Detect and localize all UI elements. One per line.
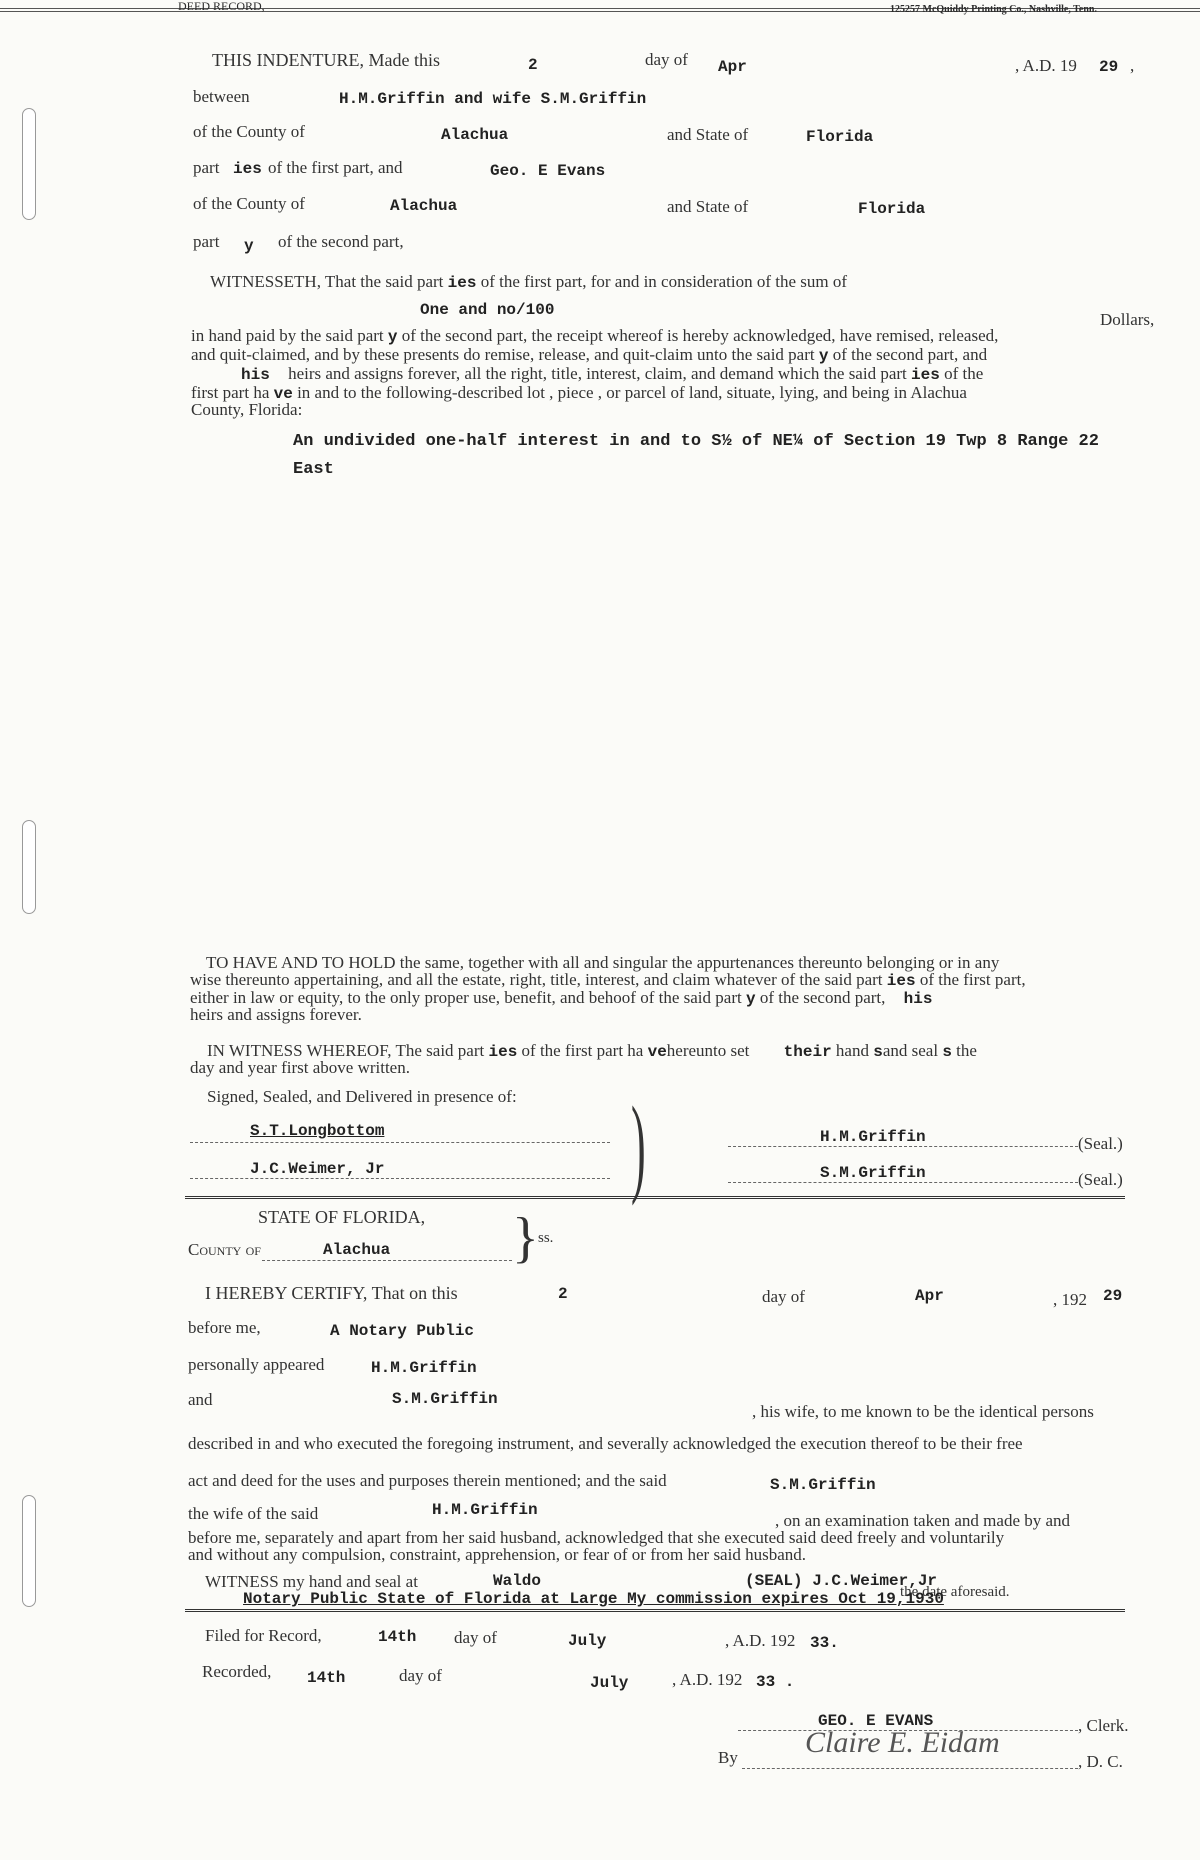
ack-county: Alachua (323, 1241, 391, 1259)
ack-day: 2 (558, 1285, 568, 1303)
between-label: between (193, 87, 250, 106)
state-label-1: and State of (667, 125, 749, 144)
filed-day: 14th (378, 1628, 417, 1646)
recorded-day-of: day of (399, 1666, 442, 1685)
ack-divider (185, 1609, 1125, 1612)
ack-para2-name: S.M.Griffin (770, 1476, 876, 1494)
county-label-2: of the County of (193, 194, 305, 213)
habendum-line2: wise thereunto appertaining, and all the estate, right, title, interest, and claim whatever of the said part ies of the first part, (190, 970, 1026, 990)
witness1-line (190, 1142, 610, 1143)
dollars-label: Dollars, (1100, 310, 1155, 329)
ack-para5: and without any compulsion, constraint, apprehension, or fear of or from her said husband. (188, 1545, 806, 1564)
ack-year: 29 (1103, 1287, 1123, 1305)
ack-county-line (262, 1260, 512, 1261)
second-part-label: of the second part, (278, 232, 404, 251)
and-label: and (188, 1390, 213, 1409)
day-of-label: day of (645, 50, 688, 69)
ack-county-label: County of (188, 1240, 261, 1259)
grantee-state: Florida (858, 200, 926, 218)
recorded-label: Recorded, (202, 1662, 272, 1681)
part-suffix-2: y (244, 237, 254, 255)
ss-brace: } (512, 1207, 539, 1269)
appeared-label: personally appeared (188, 1355, 325, 1374)
grantor-county: Alachua (441, 126, 509, 144)
county-label-1: of the County of (193, 122, 305, 141)
in-witness-line2: day and year first above written. (190, 1058, 410, 1077)
recorded-month: July (590, 1674, 629, 1692)
indenture-year: 29 (1099, 58, 1119, 76)
first-part-label: of the first part, and (268, 158, 403, 177)
ack-para3-tail: , on an examination taken and made by and (775, 1511, 1071, 1530)
ack-month: Apr (915, 1287, 944, 1305)
indenture-opening: THIS INDENTURE, Made this (212, 50, 440, 70)
ad-prefix: , A.D. 19 (1015, 56, 1077, 75)
printer-imprint: 125257 McQuiddy Printing Co., Nashville, Tenn. (890, 4, 1097, 15)
recorded-year: 33 . (756, 1673, 795, 1691)
indenture-month: Apr (718, 58, 747, 76)
witnesseth-line5: first part ha ve in and to the following-described lot , piece , or parcel of land, situate, lying, and being in Alachua (191, 383, 967, 403)
section-divider (185, 1196, 1125, 1199)
ack-para2: act and deed for the uses and purposes therein mentioned; and the said (188, 1471, 667, 1490)
part-label-1: part (193, 158, 220, 177)
recorded-ad: , A.D. 192 (672, 1670, 743, 1689)
habendum-line4: heirs and assigns forever. (190, 1005, 362, 1024)
notary-signature: (SEAL) J.C.Weimer,Jr (745, 1572, 938, 1590)
notary-title: Notary Public State of Florida at Large My commission expires Oct 19,1930 (243, 1590, 944, 1608)
witness2-name: J.C.Weimer, Jr (250, 1160, 385, 1178)
his-wife-text: , his wife, to me known to be the identical persons (752, 1402, 1094, 1421)
filed-year: 33. (810, 1634, 839, 1652)
habendum-line1: TO HAVE AND TO HOLD the same, together with all and singular the appurtenances thereunto belonging or in any (206, 953, 1000, 972)
filed-label: Filed for Record, (205, 1626, 322, 1645)
ack-state: STATE OF FLORIDA, (258, 1207, 426, 1227)
dc-line (742, 1768, 1078, 1769)
ack-person1: H.M.Griffin (371, 1359, 477, 1377)
signer1-name: H.M.Griffin (820, 1128, 926, 1146)
filed-day-of: day of (454, 1628, 497, 1647)
witnesseth-line2: in hand paid by the said part y of the second part, the receipt whereof is hereby acknowledged, have remised, released, (191, 326, 999, 346)
part-suffix-1: ies (233, 160, 262, 178)
seal-label-1: (Seal.) (1078, 1134, 1123, 1153)
ack-para3-name: H.M.Griffin (432, 1501, 538, 1519)
indenture-day: 2 (528, 56, 538, 74)
ack-officer: A Notary Public (330, 1322, 475, 1340)
grantee-name: Geo. E Evans (490, 162, 606, 180)
part-label-2: part (193, 232, 220, 251)
ack-day-of: day of (762, 1287, 805, 1306)
signer1-line (728, 1146, 1078, 1147)
binder-hole-middle (22, 820, 36, 914)
legal-description-line1: An undivided one-half interest in and to S½ of NE¼ of Section 19 Twp 8 Range 22 (293, 432, 1099, 451)
dc-label: , D. C. (1078, 1752, 1123, 1771)
signed-sealed-label: Signed, Sealed, and Delivered in presence of: (207, 1087, 517, 1106)
binder-hole-bottom (22, 1495, 36, 1607)
witnesseth-line6: County, Florida: (191, 400, 303, 419)
ack-para1: described in and who executed the foregoing instrument, and severally acknowledged the execution thereof to be their free (188, 1434, 1023, 1453)
recorded-day: 14th (307, 1669, 346, 1687)
signer2-line (728, 1182, 1078, 1183)
header-title: DEED RECORD, (178, 0, 265, 13)
seal-label-2: (Seal.) (1078, 1170, 1123, 1189)
ack-para3: the wife of the said (188, 1504, 319, 1523)
habendum-line3: either in law or equity, to the only proper use, benefit, and behoof of the said part y of the second part, his (190, 988, 933, 1008)
ss-label: ss. (538, 1230, 554, 1246)
witnesseth-line3: and quit-claimed, and by these presents do remise, release, and quit-claim unto the said part y of the second part, and (191, 345, 988, 365)
ack-person2: S.M.Griffin (392, 1390, 498, 1408)
witness-hand-label: WITNESS my hand and seal at (205, 1572, 418, 1591)
legal-description-line2: East (293, 460, 334, 479)
ad-suffix: , (1130, 56, 1135, 75)
grantor-state: Florida (806, 128, 874, 146)
certify-text: I HEREBY CERTIFY, That on this (205, 1283, 458, 1303)
ack-year-prefix: , 192 (1053, 1290, 1087, 1309)
witnesseth-line1: WITNESSETH, That the said part ies of the first part, for and in consideration of the sum of (210, 272, 848, 292)
grantee-county: Alachua (390, 197, 458, 215)
witnesseth-line4: his heirs and assigns forever, all the right, title, interest, claim, and demand which the said part ies of the (241, 364, 984, 384)
consideration-sum: One and no/100 (420, 301, 555, 319)
state-label-2: and State of (667, 197, 749, 216)
before-me-label: before me, (188, 1318, 261, 1337)
date-aforesaid: the date aforesaid. (900, 1584, 1010, 1600)
ack-place: Waldo (493, 1572, 542, 1590)
clerk-label: , Clerk. (1078, 1716, 1129, 1735)
by-label: By (718, 1748, 738, 1767)
in-witness-line1: IN WITNESS WHEREOF, The said part ies of the first part ha vehereunto set their hand sand seal s the (207, 1041, 977, 1061)
deputy-clerk-signature: Claire E. Eidam (805, 1726, 1000, 1759)
filed-month: July (568, 1632, 607, 1650)
ack-para4: before me, separately and apart from her said husband, acknowledged that she executed said deed freely and voluntarily (188, 1528, 1005, 1547)
signer2-name: S.M.Griffin (820, 1164, 926, 1182)
witness-brace: ) (630, 1084, 646, 1206)
clerk-name: GEO. E EVANS (818, 1712, 934, 1730)
grantors-name: H.M.Griffin and wife S.M.Griffin (339, 90, 647, 108)
binder-hole-top (22, 108, 36, 220)
witness2-line (190, 1178, 610, 1179)
witness1-name: S.T.Longbottom (250, 1122, 385, 1140)
filed-ad: , A.D. 192 (725, 1631, 796, 1650)
